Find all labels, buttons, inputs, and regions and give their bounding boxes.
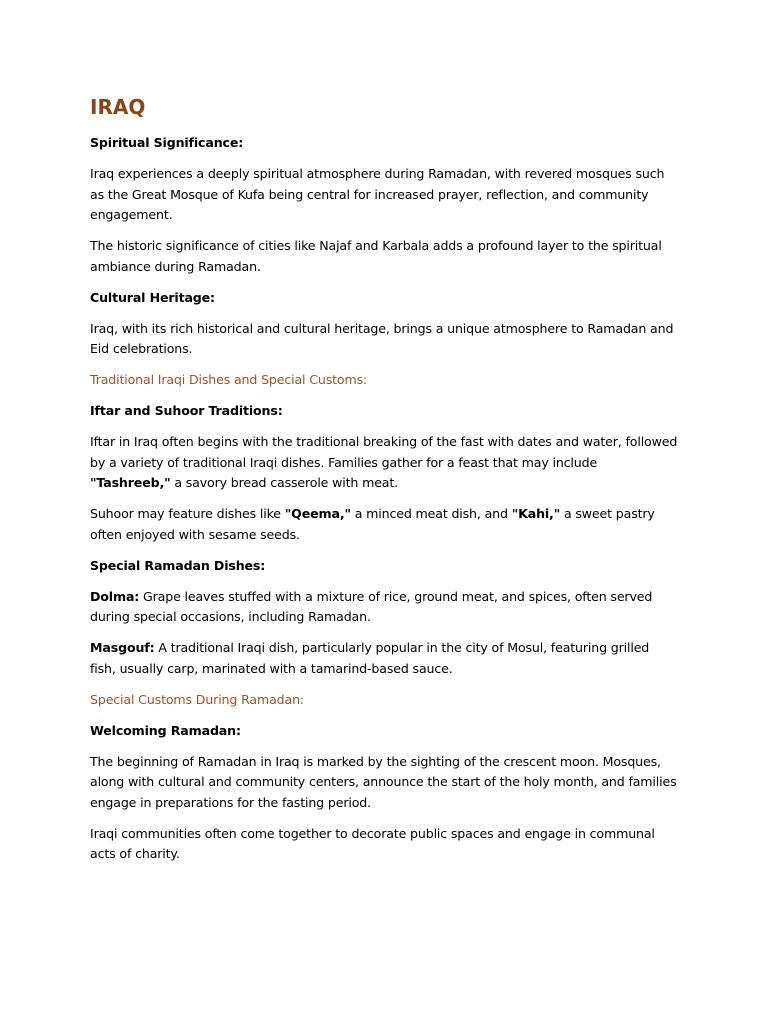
dolma-text: Grape leaves stuffed with a mixture of rice, ground meat, and spices, often served during special occasions, including Ramadan.	[90, 588, 653, 624]
suhoor-text-e: a sweet pastry often enjoyed with sesame seeds.	[90, 506, 655, 542]
paragraph-spiritual-1: Iraq experiences a deeply spiritual atmosphere during Ramadan, with revered mosques such as the Great Mosque of Kufa being central for increased prayer, reflection, and community engagement.	[90, 166, 665, 222]
paragraph-masgouf	[90, 638, 678, 679]
document-page	[90, 94, 678, 875]
masgouf-text: A traditional Iraqi dish, particularly popular in the city of Mosul, featuring grilled fish, usually carp, marinated with a tamarind-based sauce.	[90, 640, 650, 676]
masgouf-label: Masgouf:	[90, 640, 155, 655]
dolma-label: Dolma:	[90, 588, 140, 604]
paragraph-iftar	[90, 432, 678, 494]
paragraph-spiritual-2: The historic significance of cities like Najaf and Karbala adds a profound layer to the spiritual ambiance during Ramadan.	[90, 238, 662, 274]
iftar-text-a: Iftar in Iraq often begins with the traditional breaking of the fast with dates and water, followed by a variety of traditional Iraqi dishes. Families gather for a feast that may include	[90, 434, 678, 470]
heading-special-ramadan-dishes: Special Ramadan Dishes:	[90, 557, 266, 573]
heading-spiritual-significance: Spiritual Significance:	[90, 135, 244, 150]
suhoor-dish-qeema: "Qeema,"	[284, 506, 351, 521]
heading-cultural-heritage: Cultural Heritage:	[90, 289, 215, 305]
heading-iftar-suhoor: Iftar and Suhoor Traditions:	[90, 403, 283, 418]
suhoor-text-a: Suhoor may feature dishes like	[90, 506, 285, 521]
iftar-dish-tashreeb: "Tashreeb,"	[90, 475, 171, 490]
iftar-text-c: a savory bread casserole with meat.	[170, 475, 399, 490]
heading-traditional-dishes: Traditional Iraqi Dishes and Special Customs:	[90, 372, 368, 387]
suhoor-dish-kahi: "Kahi,"	[511, 506, 561, 521]
heading-special-customs: Special Customs During Ramadan:	[90, 691, 304, 707]
paragraph-cultural-1: Iraq, with its rich historical and cultural heritage, brings a unique atmosphere to Ramadan and Eid celebrations.	[90, 320, 674, 356]
heading-welcoming-ramadan: Welcoming Ramadan:	[90, 722, 241, 738]
paragraph-dolma	[90, 587, 678, 628]
page-title: IRAQ	[90, 95, 146, 119]
paragraph-welcoming-1: The beginning of Ramadan in Iraq is marked by the sighting of the crescent moon. Mosques, along with cultural and community centers, announce the start of the holy month, and families engage in preparations for the fasting period.	[90, 753, 677, 810]
paragraph-welcoming-2: Iraqi communities often come together to decorate public spaces and engage in communal acts of charity.	[90, 825, 655, 861]
suhoor-text-c: a minced meat dish, and	[350, 506, 512, 521]
paragraph-suhoor	[90, 504, 678, 545]
